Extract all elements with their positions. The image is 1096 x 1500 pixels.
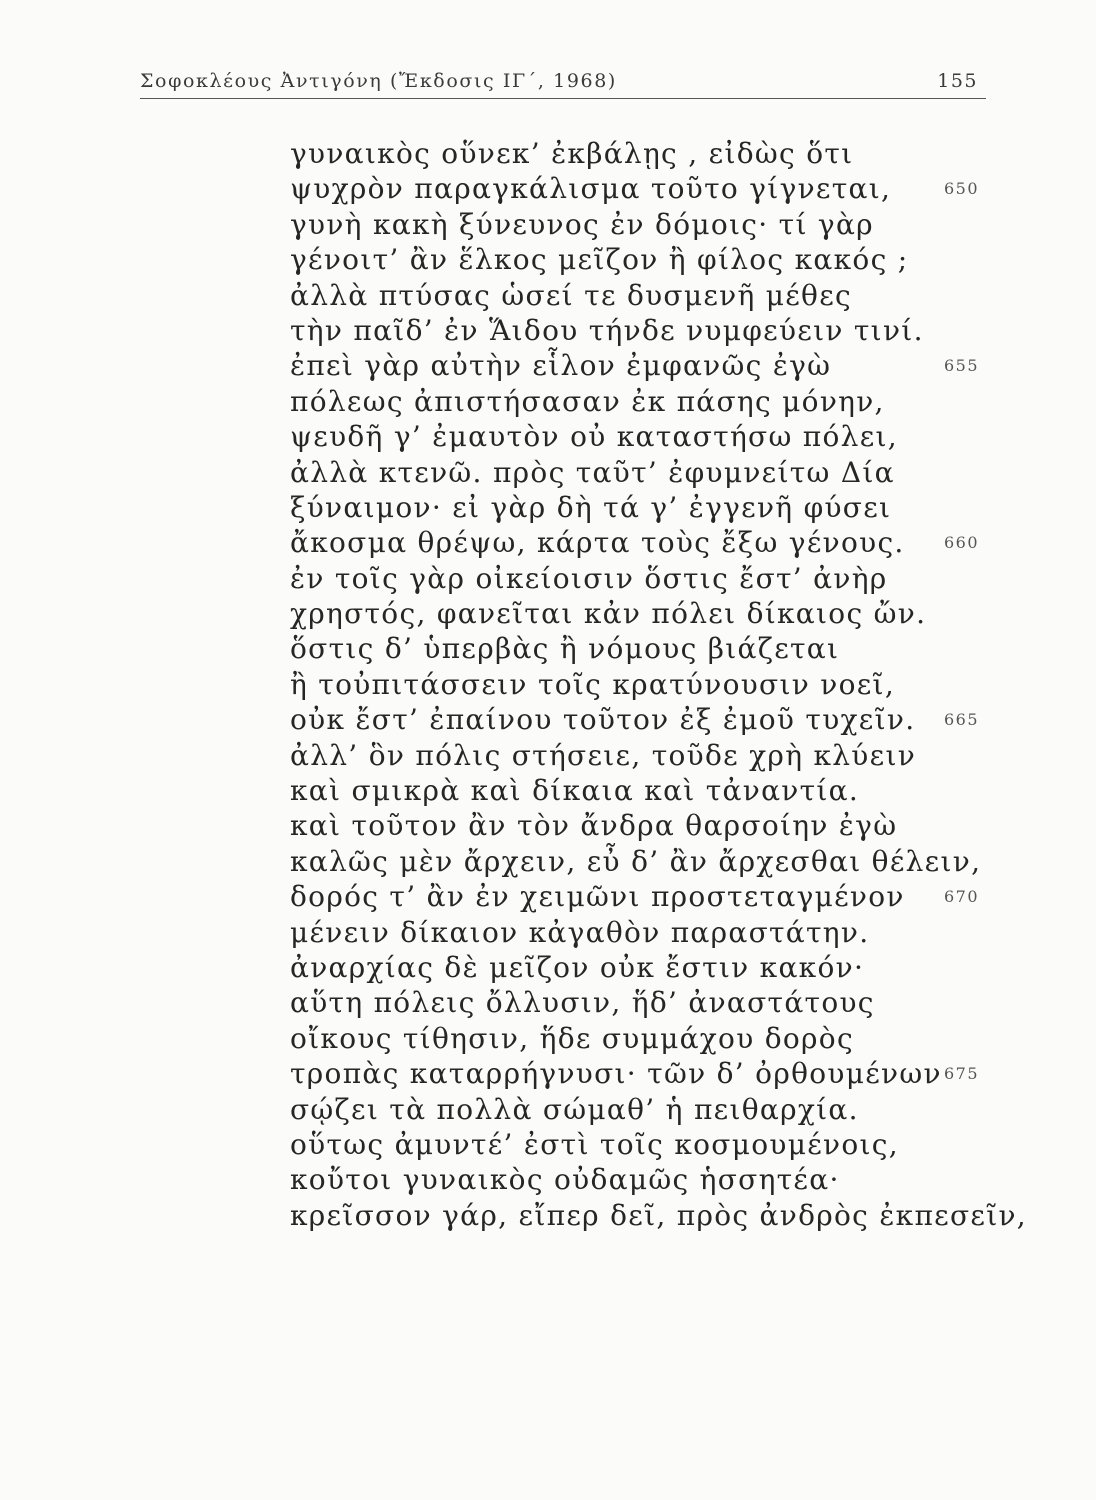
line-number: 670 bbox=[944, 887, 980, 907]
verse-line bbox=[290, 171, 990, 206]
verse-line bbox=[290, 313, 990, 348]
verse-text: καὶ τοῦτον ἂν τὸν ἄνδρα θαρσοίην ἐγὼ bbox=[290, 809, 898, 843]
verse-line bbox=[290, 773, 990, 808]
verse-line bbox=[290, 808, 990, 843]
line-number: 650 bbox=[944, 179, 980, 199]
verse-text: καὶ σμικρὰ καὶ δίκαια καὶ τἀναντία. bbox=[290, 774, 860, 808]
verse-text: σῴζει τὰ πολλὰ σώμαθ’ ἡ πειθαρχία. bbox=[290, 1092, 859, 1126]
verse-line bbox=[290, 207, 990, 242]
verse-line bbox=[290, 278, 990, 313]
verse-text: ψευδῆ γ’ ἐμαυτὸν οὐ καταστήσω πόλει, bbox=[290, 420, 898, 454]
line-number: 660 bbox=[944, 533, 980, 553]
verse-line bbox=[290, 985, 990, 1020]
verse-line bbox=[290, 419, 990, 454]
verse-text: γυνὴ κακὴ ξύνευνος ἐν δόμοις· τί γὰρ bbox=[290, 207, 874, 241]
verse-line bbox=[290, 242, 990, 277]
verse-line bbox=[290, 490, 990, 525]
verse-text: ἄκοσμα θρέψω, κάρτα τοὺς ἔξω γένους. bbox=[290, 526, 905, 560]
verse-text: γυναικὸς οὕνεκ’ ἐκβάλῃς , εἰδὼς ὅτι bbox=[290, 137, 854, 170]
verse-text: ἀναρχίας δὲ μεῖζον οὐκ ἔστιν κακόν· bbox=[290, 950, 865, 984]
verse-line bbox=[290, 879, 990, 914]
verse-text: ἐν τοῖς γὰρ οἰκείοισιν ὅστις ἔστ’ ἀνὴρ bbox=[290, 561, 888, 595]
verse-line bbox=[290, 1021, 990, 1056]
verse-text: δορός τ’ ἂν ἐν χειμῶνι προστεταγμένον bbox=[290, 880, 905, 914]
verse-line bbox=[290, 915, 990, 950]
line-number: 675 bbox=[944, 1064, 980, 1084]
verse-text: ἐπεὶ γὰρ αὐτὴν εἷλον ἐμφανῶς ἐγὼ bbox=[290, 349, 832, 383]
line-number: 655 bbox=[944, 356, 980, 376]
line-number: 665 bbox=[944, 710, 980, 730]
verse-line bbox=[290, 596, 990, 631]
page-number: 155 bbox=[937, 70, 978, 92]
verse-text: κρεῖσσον γάρ, εἴπερ δεῖ, πρὸς ἀνδρὸς ἐκπεσεῖν, bbox=[290, 1198, 1027, 1232]
verse-line bbox=[290, 1198, 1027, 1233]
verse-text: μένειν δίκαιον κἀγαθὸν παραστάτην. bbox=[290, 915, 870, 949]
verse-text: ξύναιμον· εἰ γὰρ δὴ τά γ’ ἐγγενῆ φύσει bbox=[290, 490, 892, 524]
verse-line bbox=[290, 1056, 990, 1091]
header-rule bbox=[140, 98, 986, 99]
verse-line bbox=[290, 561, 990, 596]
verse-text: ἢ τοὐπιτάσσειν τοῖς κρατύνουσιν νοεῖ, bbox=[290, 667, 896, 701]
verse-text: ὅστις δ’ ὑπερβὰς ἢ νόμους βιάζεται bbox=[290, 632, 840, 666]
verse-line bbox=[290, 455, 990, 490]
verse-text: κοὔτοι γυναικὸς οὐδαμῶς ἡσσητέα· bbox=[290, 1163, 840, 1197]
verse-line bbox=[290, 631, 990, 666]
verse-line bbox=[290, 384, 990, 419]
verse-block bbox=[290, 136, 1027, 1233]
verse-text: τροπὰς καταρρήγνυσι· τῶν δ’ ὀρθουμένων bbox=[290, 1057, 942, 1091]
verse-text: τὴν παῖδ’ ἐν Ἅιδου τήνδε νυμφεύειν τινί. bbox=[290, 313, 924, 347]
verse-text: ἀλλὰ κτενῶ. πρὸς ταῦτ’ ἐφυμνείτω Δία bbox=[290, 455, 895, 489]
verse-text: χρηστός, φανεῖται κἀν πόλει δίκαιος ὤν. bbox=[290, 597, 927, 631]
verse-text: καλῶς μὲν ἄρχειν, εὖ δ’ ἂν ἄρχεσθαι θέλειν, bbox=[290, 844, 982, 878]
verse-text: ἀλλὰ πτύσας ὡσεί τε δυσμενῆ μέθες bbox=[290, 278, 852, 312]
verse-line bbox=[290, 1127, 990, 1162]
verse-text: αὕτη πόλεις ὄλλυσιν, ἥδ’ ἀναστάτους bbox=[290, 986, 875, 1020]
verse-line bbox=[290, 738, 990, 773]
verse-line bbox=[290, 950, 990, 985]
verse-line bbox=[290, 525, 990, 560]
verse-text: πόλεως ἀπιστήσασαν ἐκ πάσης μόνην, bbox=[290, 384, 885, 418]
running-header bbox=[140, 66, 986, 106]
verse-text: ἀλλ’ ὃν πόλις στήσειε, τοῦδε χρὴ κλύειν bbox=[290, 738, 917, 772]
verse-text: γένοιτ’ ἂν ἕλκος μεῖζον ἢ φίλος κακός ; bbox=[290, 243, 909, 277]
verse-line bbox=[290, 702, 990, 737]
verse-line bbox=[290, 667, 990, 702]
verse-line bbox=[290, 348, 990, 383]
verse-line bbox=[290, 1162, 990, 1197]
verse-text: οὐκ ἔστ’ ἐπαίνου τοῦτον ἐξ ἐμοῦ τυχεῖν. bbox=[290, 703, 916, 737]
verse-text: ψυχρὸν παραγκάλισμα τοῦτο γίγνεται, bbox=[290, 172, 892, 206]
running-title: Σοφοκλέους Ἀντιγόνη (Ἔκδοσις ΙΓ΄, 1968) bbox=[140, 70, 617, 92]
verse-line bbox=[290, 136, 990, 171]
verse-text: οὕτως ἀμυντέ’ ἐστὶ τοῖς κοσμουμένοις, bbox=[290, 1127, 899, 1161]
verse-line bbox=[290, 1092, 990, 1127]
verse-line bbox=[290, 844, 990, 879]
verse-text: οἴκους τίθησιν, ἥδε συμμάχου δορὸς bbox=[290, 1021, 854, 1055]
